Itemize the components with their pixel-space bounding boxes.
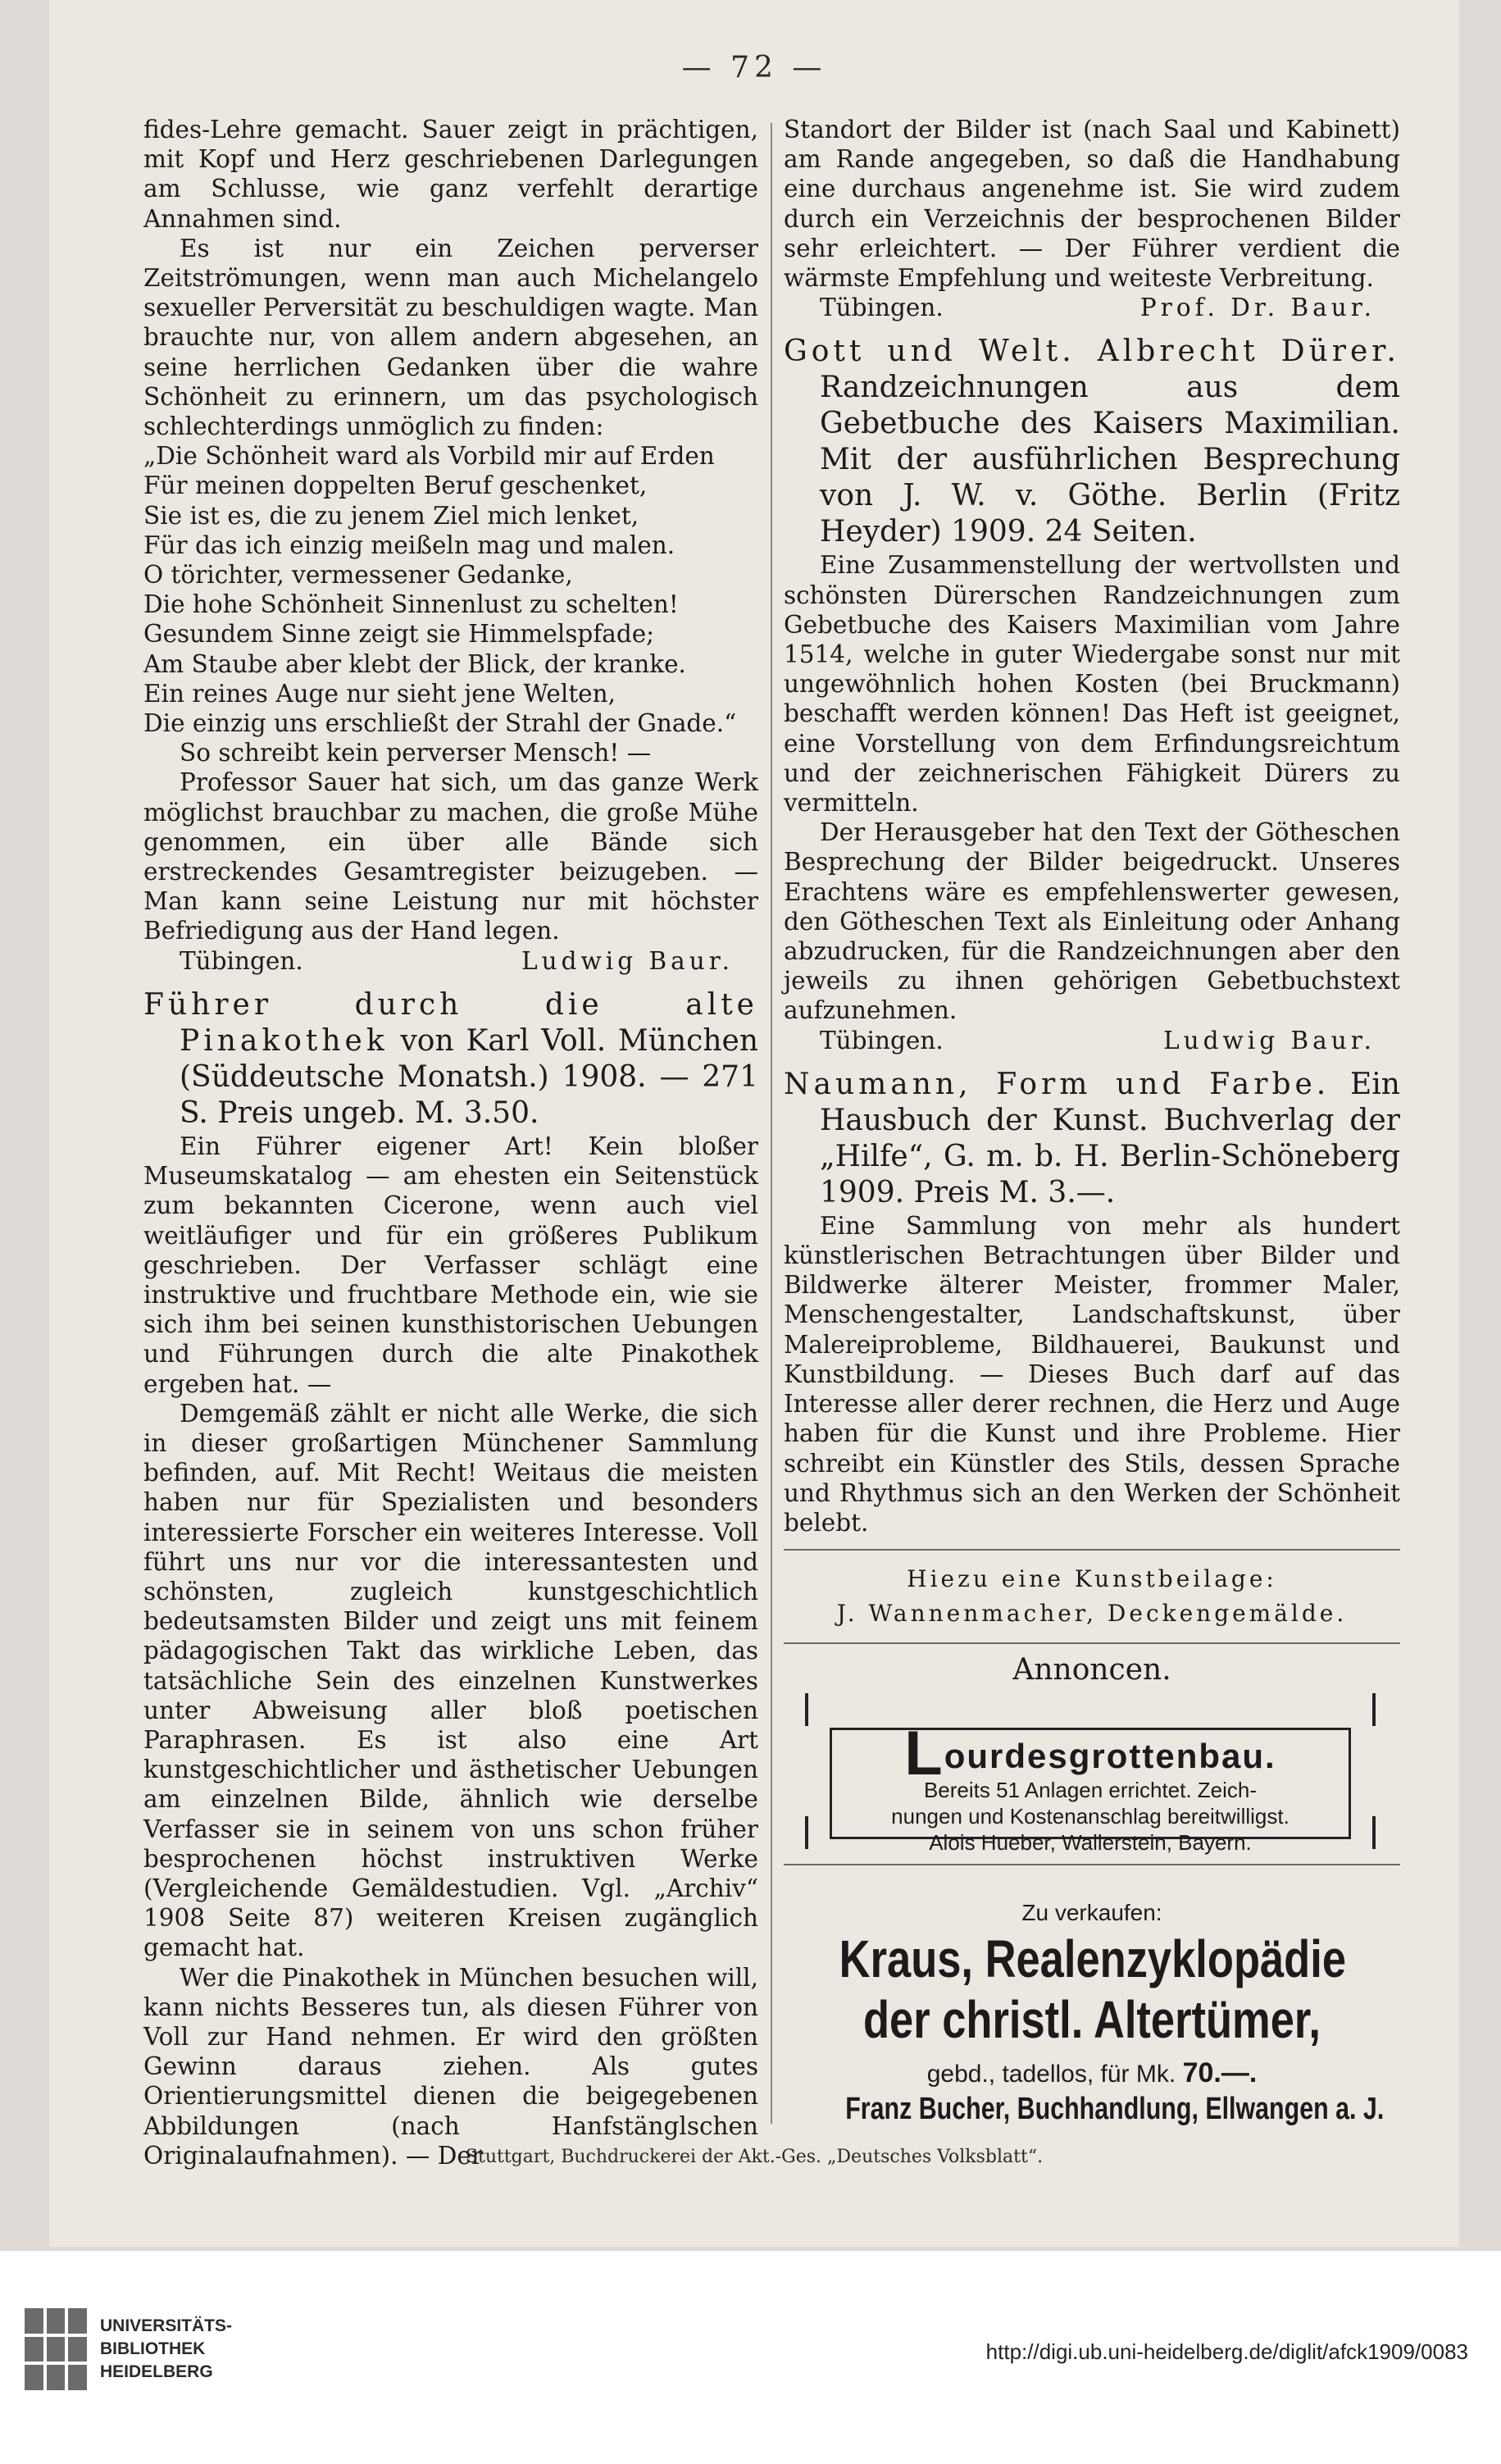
- review-heading: [143, 987, 758, 1132]
- ad-title-initial: L: [904, 1719, 944, 1789]
- paragraph: fides-Lehre gemacht. Sauer zeigt in prächtigen, mit Kopf und Herz geschriebenen Darlegungen am Schlusse, wie ganz verfehlt derartige Annahmen sind.: [143, 116, 758, 233]
- paragraph: Eine Zusammenstellung der wertvollsten und schönsten Dürerschen Randzeichnungen zum Gebetbuche des Kaisers Maximilian vom Jahre 1514, welche in guter Wiedergabe sonst nur mit ungewöhnlich hohen Kosten (bei Bruckmann) beschafft werden können! Das Heft ist geeignet, eine Vorstellung von dem Erfindungsreichtum und der zeichnerischen Fähigkeit Dürers zu vermitteln.: [784, 551, 1400, 818]
- review-title: Gott und Welt. Albrecht Dürer.: [784, 335, 1400, 369]
- page-number: — 72 —: [681, 51, 827, 84]
- verse-line: Die einzig uns erschließt der Strahl der Gnade.“: [143, 709, 737, 738]
- paragraph: Wer die Pinakothek in München besuchen will, kann nichts Besseres tun, als diesen Führer von Voll zur Hand nehmen. Er wird den größten Gewinn daraus ziehen. Als gutes Orientierungsmittel dienen die beigegebenen Abbildungen (nach Hanfstänglschen Originalaufnahmen). — Der: [143, 1963, 758, 2170]
- library-logo: [25, 2308, 232, 2390]
- ad-title: [832, 1719, 1349, 1789]
- digitization-footer: [0, 2251, 1501, 2464]
- art-supplement-note: [784, 1562, 1400, 1631]
- verse-line: Sie ist es, die zu jenem Ziel mich lenket,: [143, 501, 639, 530]
- review-bibliography: Randzeichnungen aus dem Gebetbuche des Kaisers Maximilian. Mit der ausführlichen Besprechung von J. W. v. Göthe. Berlin (Fritz Heyder) 1909. 24 Seiten.: [820, 371, 1400, 549]
- signature-place: Tübingen.: [820, 294, 944, 322]
- paragraph: Standort der Bilder ist (nach Saal und Kabinett) am Rande angegeben, so daß die Handhabung eine durchaus angenehme ist. Sie wird zudem durch ein Verzeichnis der besprochenen Bilder sehr erleichtert. — Der Führer verdient die wärmste Empfehlung und weiteste Verbreitung.: [784, 116, 1400, 293]
- paragraph: So schreibt kein perverser Mensch! —: [180, 739, 652, 767]
- signature-name: Ludwig Baur.: [1163, 1026, 1376, 1054]
- library-name-line: BIBLIOTHEK: [100, 2339, 206, 2358]
- ad-headline: Kraus, Realenzyklopädie: [839, 1929, 1347, 1988]
- verse-line: „Die Schönheit ward als Vorbild mir auf Erden: [143, 442, 715, 471]
- supplement-heading: Hiezu eine Kunstbeilage:: [907, 1565, 1277, 1593]
- verse-line: Am Staube aber klebt der Blick, der kranke.: [143, 649, 686, 678]
- review-title: Führer durch die alte Pinakothek: [143, 987, 758, 1058]
- section-divider: [784, 1864, 1400, 1865]
- review-bibliography: Ein Hausbuch der Kunst. Buchverlag der „Hilfe“, G. m. b. H. Berlin-Schöneberg 1909. Preis M. 3.—.: [820, 1067, 1400, 1209]
- poem-quote: [143, 441, 758, 738]
- review-bibliography: von Karl Voll. München (Süddeutsche Monatsh.) 1908. — 271 S. Preis ungeb. M. 3.50.: [180, 1023, 758, 1130]
- page-scan: [49, 0, 1459, 2247]
- ad-title-rest: ourdesgrottenbau.: [944, 1737, 1276, 1776]
- verse-line: Gesundem Sinne zeigt sie Himmelspfade;: [143, 620, 655, 649]
- verse-line: Für meinen doppelten Beruf geschenket,: [143, 471, 648, 500]
- source-url[interactable]: http://digi.ub.uni-heidelberg.de/diglit/afck1909/0083: [985, 2339, 1468, 2364]
- frame-corner: [805, 1693, 808, 1726]
- paragraph: Es ist nur ein Zeichen perverser Zeitströmungen, wenn man auch Michelangelo sexueller Perversität zu beschuldigen wagte. Man brauchte nur, von allem andern abgesehen, an seine herrlichen Gedanken über die wahre Schönheit zu erinnern, um das psychologisch schlechterdings unmöglich zu finden:: [143, 234, 758, 441]
- ad-line: Alois Hueber, Wallerstein, Bayern.: [929, 1830, 1252, 1856]
- library-logo-icon: [25, 2308, 87, 2390]
- signature: [784, 1026, 1400, 1055]
- signature-place: Tübingen.: [180, 946, 303, 975]
- ad-price: 70.—.: [1182, 2056, 1258, 2088]
- signature-name: Ludwig Baur.: [521, 946, 734, 975]
- library-name: [100, 2315, 232, 2384]
- paragraph: Demgemäß zählt er nicht alle Werke, die sich in dieser großartigen Münchener Sammlung befinden, auf. Mit Recht! Weitaus die meisten haben nur für Spezialisten und besonders interessierte Forscher ein weiteres Interesse. Voll führt uns nur vor die interessantesten und schönsten, zugleich kunstgeschichtlich bedeutsamsten Bilder und zeigt uns mit feinem pädagogischen Takt das wirkliche Leben, das tatsächliche Sein des einzelnen Kunstwerkes unter Abweisung aller bloß poetischen Paraphrasen. Es ist also eine Art kunstgeschichtlicher und ästhetischer Uebungen am einzelnen Bilde, ähnlich wie derselbe Verfasser sie in seinem von uns schon früher besprochenen höchst instruktiven Werke (Vergleichende Gemäldestudien. Vgl. „Archiv“ 1908 Seite 87) weiteren Kreisen zugänglich gemacht hat.: [143, 1399, 758, 1962]
- left-column: [143, 115, 758, 2170]
- review-heading: [784, 334, 1400, 550]
- column-divider: [771, 123, 772, 2124]
- advertisement-kraus: [784, 1898, 1400, 2124]
- review-heading: [784, 1067, 1400, 1211]
- advertisement-lourdes: [805, 1693, 1376, 1856]
- library-name-line: HEIDELBERG: [100, 2362, 213, 2381]
- review-title: Naumann, Form und Farbe.: [784, 1067, 1330, 1101]
- frame-corner: [1372, 1816, 1376, 1849]
- frame-corner: [805, 1816, 808, 1849]
- ad-line: nungen und Kostenanschlag bereitwilligst.: [891, 1804, 1289, 1829]
- verse-line: O törichter, vermessener Gedanke,: [143, 561, 573, 590]
- ad-intro: Zu verkaufen:: [1021, 1900, 1162, 1926]
- paragraph: Eine Sammlung von mehr als hundert künstlerischen Betrachtungen über Bilder und Bildwerke älterer Meister, frommer Maler, Menschengestalter, Landschaftskunst, über Malereiprobleme, Bildhauerei, Baukunst und Kunstbildung. — Dieses Buch darf auf das Interesse aller derer rechnen, die Herz und Auge haben für die Kunst und ihre Probleme. Hier schreibt ein Künstler des Stils, dessen Sprache und Rhythmus sich an den Werken der Schönheit belebt.: [784, 1211, 1400, 1537]
- section-divider: [784, 1642, 1400, 1644]
- printer-imprint: Stuttgart, Buchdruckerei der Akt.-Ges. „Deutsches Volksblatt“.: [465, 2147, 1044, 2167]
- ad-description: [784, 2058, 1400, 2089]
- ad-line: Bereits 51 Anlagen errichtet. Zeich-: [923, 1778, 1258, 1803]
- signature-name: Prof. Dr. Baur.: [1139, 294, 1376, 322]
- supplement-title: J. Wannenmacher, Deckengemälde.: [836, 1600, 1348, 1628]
- paragraph: Der Herausgeber hat den Text der Götheschen Besprechung der Bilder beigedruckt. Unseres Erachtens wäre es empfehlenswerter gewesen, den Götheschen Text als Einleitung oder Anhang abzudrucken, für die Randzeichnungen aber den jeweils zu ihnen gehörigen Gebetbuchstext aufzunehmen.: [784, 818, 1400, 1025]
- ad-headline: der christl. Altertümer,: [862, 1989, 1321, 2049]
- verse-line: Die hohe Schönheit Sinnenlust zu schelten!: [143, 590, 679, 619]
- advertisements-heading: Annoncen.: [1012, 1653, 1171, 1687]
- verse-line: Für das ich einzig meißeln mag und malen.: [143, 531, 675, 559]
- library-name-line: UNIVERSITÄTS-: [100, 2316, 233, 2335]
- signature: [143, 946, 758, 976]
- ad-description-text: gebd., tadellos, für Mk.: [926, 2060, 1176, 2088]
- right-column: [784, 115, 1400, 2124]
- verse-line: Ein reines Auge nur sieht jene Welten,: [143, 679, 616, 708]
- paragraph: Ein Führer eigener Art! Kein bloßer Museumskatalog — am ehesten ein Seitenstück zum bekannten Cicerone, wenn auch viel weitläufiger und für ein größeres Publikum geschrieben. Der Verfasser schlägt eine instruktive und fruchtbare Methode ein, wie sie sich ihm bei seinen kunsthistorischen Uebungen und Führungen durch die alte Pinakothek ergeben hat. —: [143, 1132, 758, 1398]
- paragraph: Professor Sauer hat sich, um das ganze Werk möglichst brauchbar zu machen, die große Mühe genommen, ein über alle Bände sich erstreckendes Gesamtregister beizugeben. — Man kann seine Leistung nur mit höchster Befriedigung aus der Hand legen.: [143, 768, 758, 945]
- ad-publisher: Franz Bucher, Buchhandlung, Ellwangen a. J.: [845, 2091, 1385, 2126]
- signature: [784, 293, 1400, 322]
- ad-box: [830, 1719, 1351, 1856]
- frame-corner: [1372, 1693, 1376, 1726]
- signature-place: Tübingen.: [820, 1026, 944, 1054]
- section-divider: [784, 1549, 1400, 1551]
